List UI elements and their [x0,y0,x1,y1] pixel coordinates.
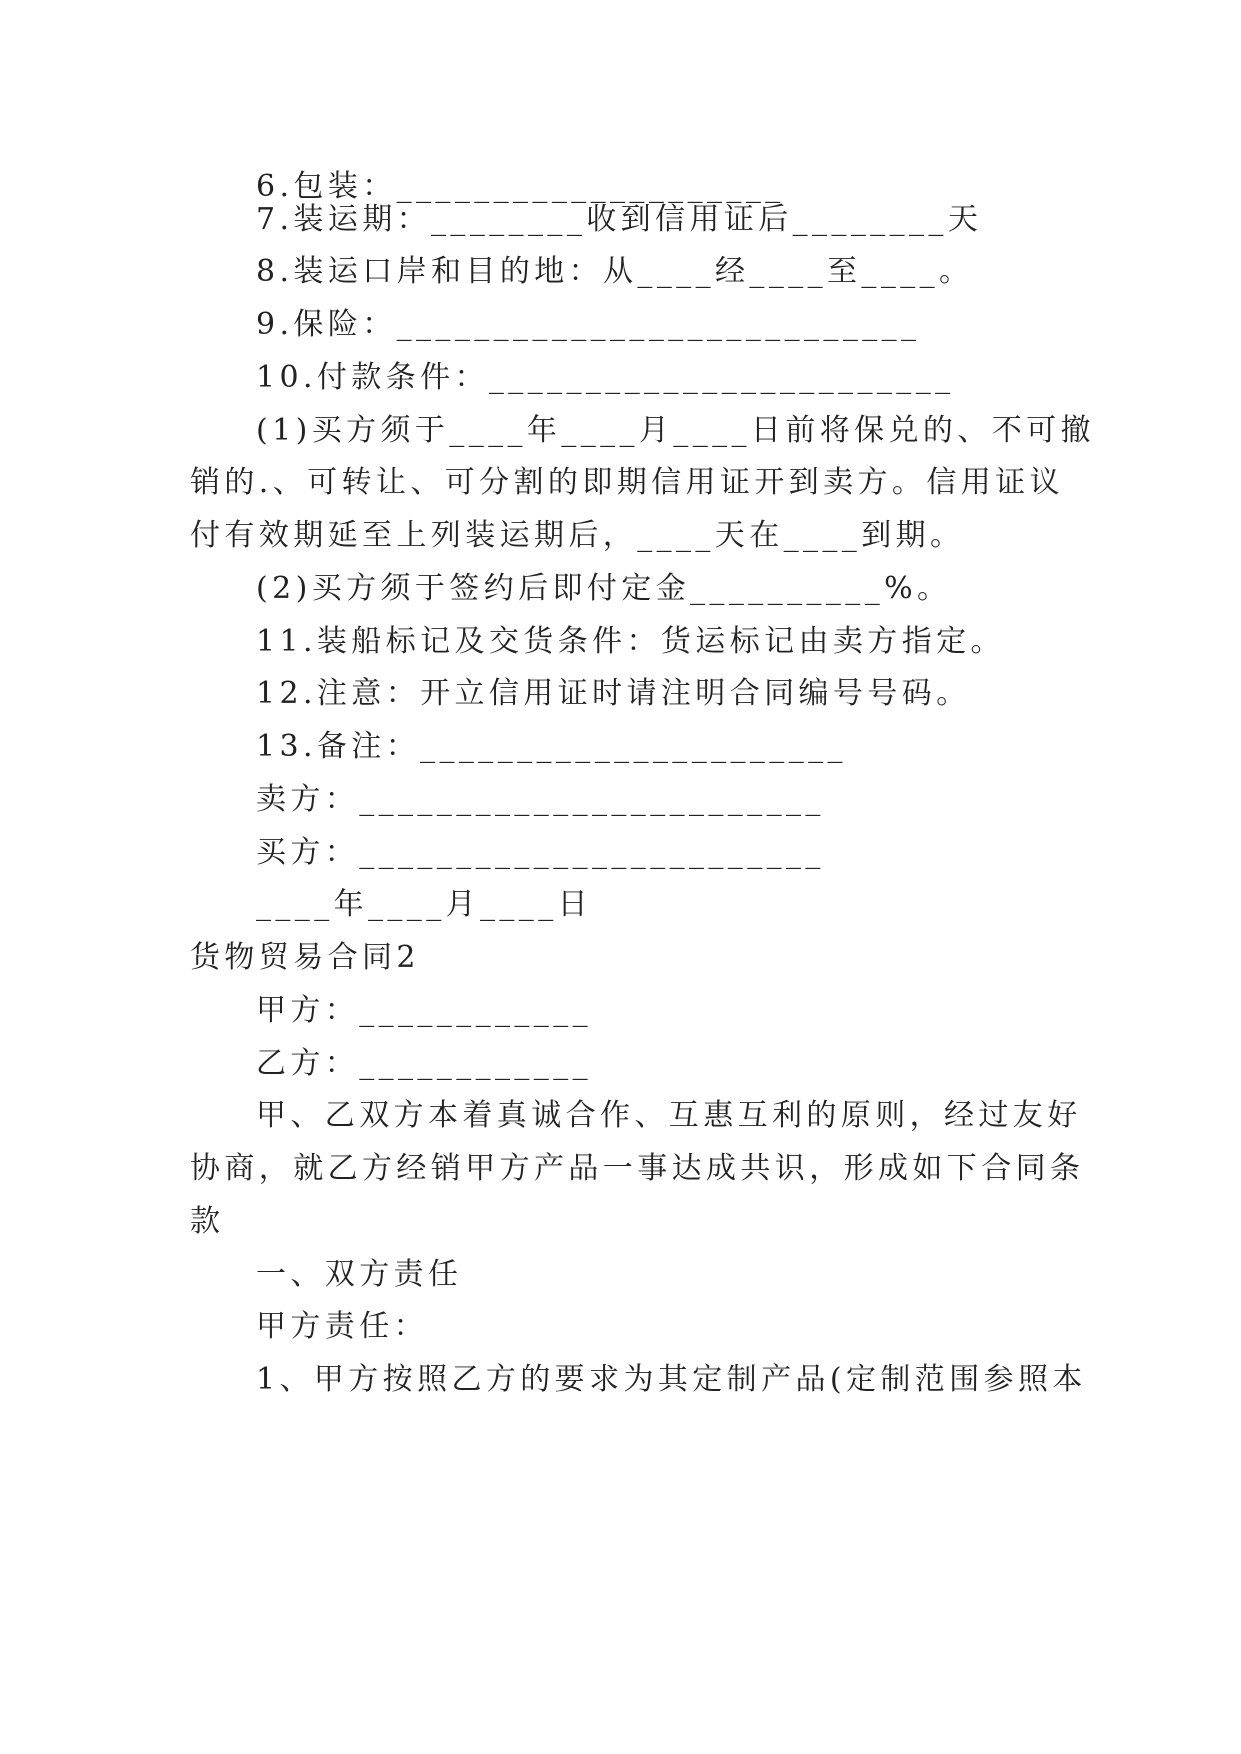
clause-6-packaging: 6.包装：____________________ [256,169,785,204]
party-b-line: 乙方：____________ [256,1046,592,1081]
seller-signature-line: 卖方：________________________ [256,782,825,817]
clause-10-1-line-1: (1)买方须于____年____月____日前将保兑的、不可撤 [256,413,1095,448]
date-line: ____年____月____日 [256,887,592,922]
party-a-line: 甲方：____________ [256,993,592,1028]
section-1-heading: 一、双方责任 [256,1257,463,1292]
party-a-responsibility-1: 1、甲方按照乙方的要求为其定制产品(定制范围参照本 [256,1362,1087,1397]
clause-10-1-line-3: 付有效期延至上列装运期后，____天在____到期。 [190,518,965,553]
preamble-line-3: 款 [190,1204,225,1239]
contract-2-title: 货物贸易合同2 [190,940,420,975]
preamble-line-2: 协商，就乙方经销甲方产品一事达成共识，形成如下合同条 [190,1151,1085,1186]
clause-10-1-line-2: 销的.、可转让、可分割的即期信用证开到卖方。信用证议 [190,465,1064,500]
buyer-signature-line: 买方：________________________ [256,835,825,870]
preamble-line-1: 甲、乙双方本着真诚合作、互惠互利的原则，经过友好 [256,1098,1082,1133]
clause-13-remarks: 13.备注：______________________ [256,729,847,764]
clause-7-shipment-period: 7.装运期：________收到信用证后________天 [256,202,983,237]
clause-11-shipping-marks: 11.装船标记及交货条件：货运标记由卖方指定。 [256,624,1005,659]
clause-10-payment-terms: 10.付款条件：________________________ [256,360,955,395]
clause-9-insurance: 9.保险：___________________________ [256,307,921,342]
clause-8-port-destination: 8.装运口岸和目的地：从____经____至____。 [256,254,974,289]
party-a-responsibilities-heading: 甲方责任： [256,1309,428,1344]
clause-10-2-deposit: (2)买方须于签约后即付定金__________%。 [256,571,952,606]
clause-12-notice: 12.注意：开立信用证时请注明合同编号号码。 [256,676,971,711]
